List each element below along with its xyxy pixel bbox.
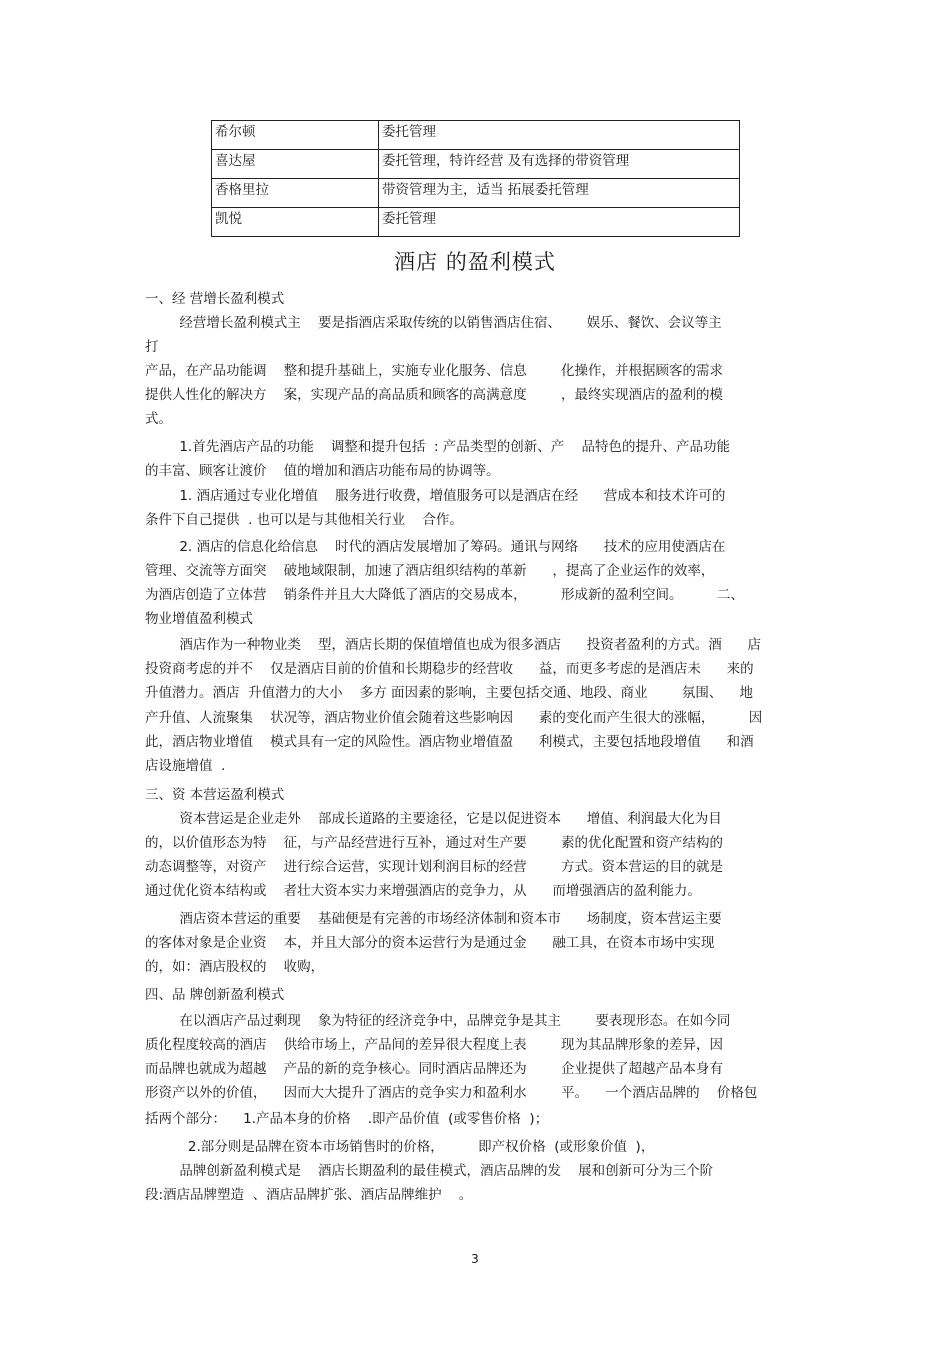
hotel-name-cell: 喜达屋 xyxy=(212,150,379,179)
management-mode-cell: 委托管理，特许经营 及有选择的带资管理 xyxy=(379,150,740,179)
section-title: 酒店 的盈利模式 xyxy=(394,250,556,274)
text-line: 的，以价值形态为特 征，与产品经营进行互补，通过对生产要 素的优化配置和资产结构的 xyxy=(145,835,723,851)
hotel-management-table xyxy=(211,120,740,237)
hotel-name-cell: 希尔顿 xyxy=(212,121,379,150)
text-line: 品牌创新盈利模式是 酒店长期盈利的最佳模式，酒店品牌的发 展和创新可分为三个阶 xyxy=(145,1163,714,1179)
text-line: 经营增长盈利模式主 要是指酒店采取传统的以销售酒店住宿、 娱乐、餐饮、会议等主 xyxy=(145,315,722,331)
table-row xyxy=(212,150,740,179)
text-line: 2.部分则是品牌在资本市场销售时的价格， 即产权价格 (或形象价值 )， xyxy=(145,1139,655,1155)
text-line: 1. 酒店通过专业化增值 服务进行收费，增值服务可以是酒店在经 营成本和技术许可的 xyxy=(145,488,726,504)
text-line: 此，酒店物业增值 模式具有一定的风险性。酒店物业增值盈 利模式，主要包括地段增值 和酒 xyxy=(145,734,754,750)
text-line: 酒店资本营运的重要 基础便是有完善的市场经济体制和资本市 场制度，资本营运主要 xyxy=(145,911,722,927)
text-line: 店设施增值 . xyxy=(145,758,226,774)
text-line: 升值潜力。酒店 升值潜力的大小 多方 面因素的影响，主要包括交通、地段、商业 氛围、 地 xyxy=(145,685,754,701)
text-line: 三、资 本营运盈利模式 xyxy=(145,787,285,803)
text-line: 形资产以外的价值， 因而大大提升了酒店的竞争实力和盈利水 平。 一个酒店品牌的 价格包 xyxy=(145,1085,758,1101)
text-line: 投资商考虑的并不 仅是酒店目前的价值和长期稳步的经营收 益，而更多考虑的是酒店未 来的 xyxy=(145,661,754,677)
table-row xyxy=(212,179,740,208)
text-line: 1.首先酒店产品的功能 调整和提升包括 : 产品类型的创新、产 品特色的提升、产品功能 xyxy=(145,439,730,455)
text-line: 段:酒店品牌塑造 、酒店品牌扩张、酒店品牌维护 。 xyxy=(145,1187,473,1203)
text-line: 的丰富、顾客让渡价 值的增加和酒店功能布局的协调等。 xyxy=(145,463,500,479)
table-row xyxy=(212,208,740,237)
text-line: 提供人性化的解决方 案，实现产品的高品质和顾客的高满意度 ，最终实现酒店的盈利的模 xyxy=(145,387,723,403)
text-line: 质化程度较高的酒店 供给市场上，产品间的差异很大程度上表 现为其品牌形象的差异，因 xyxy=(145,1037,723,1053)
table-row xyxy=(212,121,740,150)
text-line: 四、品 牌创新盈利模式 xyxy=(145,987,285,1003)
text-line: 通过优化资本结构或 者壮大资本实力来增强酒店的竞争力，从 而增强酒店的盈利能力。 xyxy=(145,883,701,899)
text-line: 物业增值盈利模式 xyxy=(145,611,253,627)
text-line: 的客体对象是企业资 本，并且大部分的资本运营行为是通过金 融工具，在资本市场中实现 xyxy=(145,935,715,951)
text-line: 的，如：酒店股权的 收购， xyxy=(145,959,325,975)
text-line: 括两个部分： 1.产品本身的价格 .即产品价值 (或零售价格 )； xyxy=(145,1111,549,1127)
text-line: 为酒店创造了立体营 销条件并且大大降低了酒店的交易成本， 形成新的盈利空间。 二、 xyxy=(145,587,744,603)
text-line: 条件下自己提供 . 也可以是与其他相关行业 合作。 xyxy=(145,512,463,528)
text-line: 酒店作为一种物业类 型，酒店长期的保值增值也成为很多酒店 投资者盈利的方式。酒 店 xyxy=(145,637,761,653)
page-number: 3 xyxy=(471,1252,479,1266)
text-line: 打 xyxy=(145,339,159,355)
text-line: 2. 酒店的信息化给信息 时代的酒店发展增加了筹码。通讯与网络 技术的应用使酒店在 xyxy=(145,539,726,555)
management-mode-cell: 带资管理为主，适当 拓展委托管理 xyxy=(379,179,740,208)
text-line: 在以酒店产品过剩现 象为特征的经济竞争中，品牌竞争是其主 要表现形态。在如今同 xyxy=(145,1013,731,1029)
text-line: 而品牌也就成为超越 产品的新的竞争核心。同时酒店品牌还为 企业提供了超越产品本身有 xyxy=(145,1061,723,1077)
text-line: 动态调整等，对资产 进行综合运营，实现计划利润目标的经营 方式。资本营运的目的就是 xyxy=(145,859,723,875)
text-line: 产品，在产品功能调 整和提升基础上，实施专业化服务、信息 化操作，并根据顾客的需求 xyxy=(145,363,723,379)
text-line: 资本营运是企业走外 部成长道路的主要途径，它是以促进资本 增值、利润最大化为目 xyxy=(145,811,722,827)
text-line: 管理、交流等方面突 破地域限制，加速了酒店组织结构的革新 ，提高了企业运作的效率， xyxy=(145,563,715,579)
text-line: 一、经 营增长盈利模式 xyxy=(145,291,285,307)
text-line: 式。 xyxy=(145,411,172,427)
text-line: 产升值、人流聚集 状况等，酒店物业价值会随着这些影响因 素的变化而产生很大的涨幅， 因 xyxy=(145,710,763,726)
management-mode-cell: 委托管理 xyxy=(379,208,740,237)
hotel-name-cell: 香格里拉 xyxy=(212,179,379,208)
hotel-name-cell: 凯悦 xyxy=(212,208,379,237)
management-mode-cell: 委托管理 xyxy=(379,121,740,150)
